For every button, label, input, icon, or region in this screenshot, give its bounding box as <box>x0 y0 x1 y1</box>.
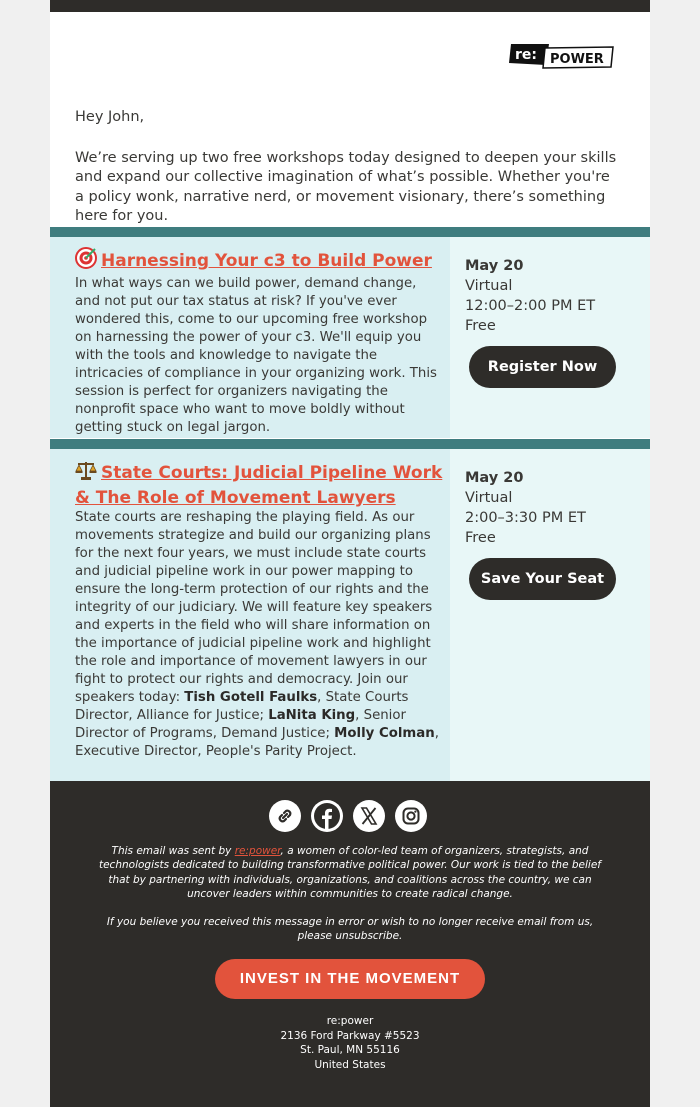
event-time: 12:00–2:00 PM ET <box>465 298 596 314</box>
svg-text:POWER: POWER <box>550 52 604 67</box>
event-time: 2:00–3:30 PM ET <box>465 510 586 526</box>
event-1-description: In what ways can we build power, demand change, and not put our tax status at risk? If you've ever wondered this, come to our upcoming free workshop on harnessing the power of your c3. We'll equip you with the tools and knowledge to navigate the intricacies of compliance in your organizing work. This session is perfect for organizers navigating the nonprofit space who want to move boldly without getting stuck on legal jargon. <box>75 276 437 435</box>
section-divider <box>50 439 650 449</box>
event-2-description: State courts are reshaping the playing field. As our movements strategize and build our organizing plans for the next four years, we must include state courts and judicial pipeline work in our power mapping to ensure the long-term protection of our rights and the integrity of our judiciary. We will feature key speakers and experts in the field who will share information on the importance of judicial pipeline work and highlight the role and importance of movement lawyers in our fight to protect our rights and democracy. Join our speakers today: Tish Gotell Faulks, State Courts Director, Alliance for Justice; LaNita King, Senior Director of Programs, Demand Justice; Molly Colman, Executive Director, People's Parity Project. <box>75 510 439 759</box>
greeting: Hey John, <box>75 109 145 125</box>
event-format: Virtual <box>465 278 513 294</box>
scales-icon <box>75 459 97 487</box>
speaker-1: Tish Gotell Faulks <box>184 690 318 705</box>
address-country: United States <box>314 1058 386 1071</box>
event-date: May 20 <box>465 470 524 486</box>
email-body <box>50 0 650 1107</box>
intro-paragraph: We’re serving up two free workshops today designed to deepen your skills and expand our collective imagination of what’s possible. Whether you're a policy wonk, narrative nerd, or movement visionary, there’s something here for you. <box>75 149 617 224</box>
event-card-1 <box>50 237 650 438</box>
event-1-meta <box>450 237 650 438</box>
event-1-info <box>465 256 595 336</box>
event-2-title[interactable]: State Courts: Judicial Pipeline Work & The Role of Movement Lawyers <box>75 459 445 509</box>
link-icon[interactable] <box>269 800 301 832</box>
invest-button[interactable]: INVEST IN THE MOVEMENT <box>215 959 485 999</box>
speaker-3: Molly Colman <box>334 726 435 741</box>
svg-text:re:: re: <box>515 47 537 63</box>
event-2-info <box>465 468 586 548</box>
event-1-details <box>50 237 450 438</box>
event-cost: Free <box>465 530 496 546</box>
mailing-address <box>50 1014 650 1072</box>
instagram-icon[interactable] <box>395 800 427 832</box>
speaker-2: LaNita King <box>268 708 356 723</box>
address-city: St. Paul, MN 55116 <box>300 1044 400 1056</box>
facebook-icon[interactable] <box>311 800 343 832</box>
event-date: May 20 <box>465 258 524 274</box>
event-card-2 <box>50 449 650 781</box>
repower-link[interactable]: re:power <box>234 845 281 857</box>
event-2-details <box>50 449 450 781</box>
x-icon[interactable] <box>353 800 385 832</box>
top-bar <box>50 0 650 12</box>
address-org: re:power <box>326 1015 374 1027</box>
target-icon <box>75 247 97 275</box>
event-2-meta <box>450 449 650 781</box>
event-cost: Free <box>465 318 496 334</box>
unsubscribe-text[interactable]: If you believe you received this message in error or wish to no longer receive email from us, please unsubscribe. <box>106 916 594 943</box>
register-now-button[interactable]: Register Now <box>469 346 616 388</box>
save-your-seat-button[interactable]: Save Your Seat <box>469 558 616 600</box>
event-1-title[interactable]: Harnessing Your c3 to Build Power <box>75 247 445 275</box>
address-street: 2136 Ford Parkway #5523 <box>280 1029 420 1042</box>
section-divider <box>50 227 650 237</box>
sent-by-text: This email was sent by re:power, a women of color-led team of organizers, strategists, and technologists dedicated to building transformative political power. Our work is tied to the belief that by partnering with individuals, organizations, and coalitions across the country, we can uncover leaders within communities to create radical change. <box>98 845 601 900</box>
social-links <box>269 800 431 834</box>
event-format: Virtual <box>465 490 513 506</box>
repower-logo[interactable] <box>509 43 615 69</box>
footer <box>50 781 650 1107</box>
